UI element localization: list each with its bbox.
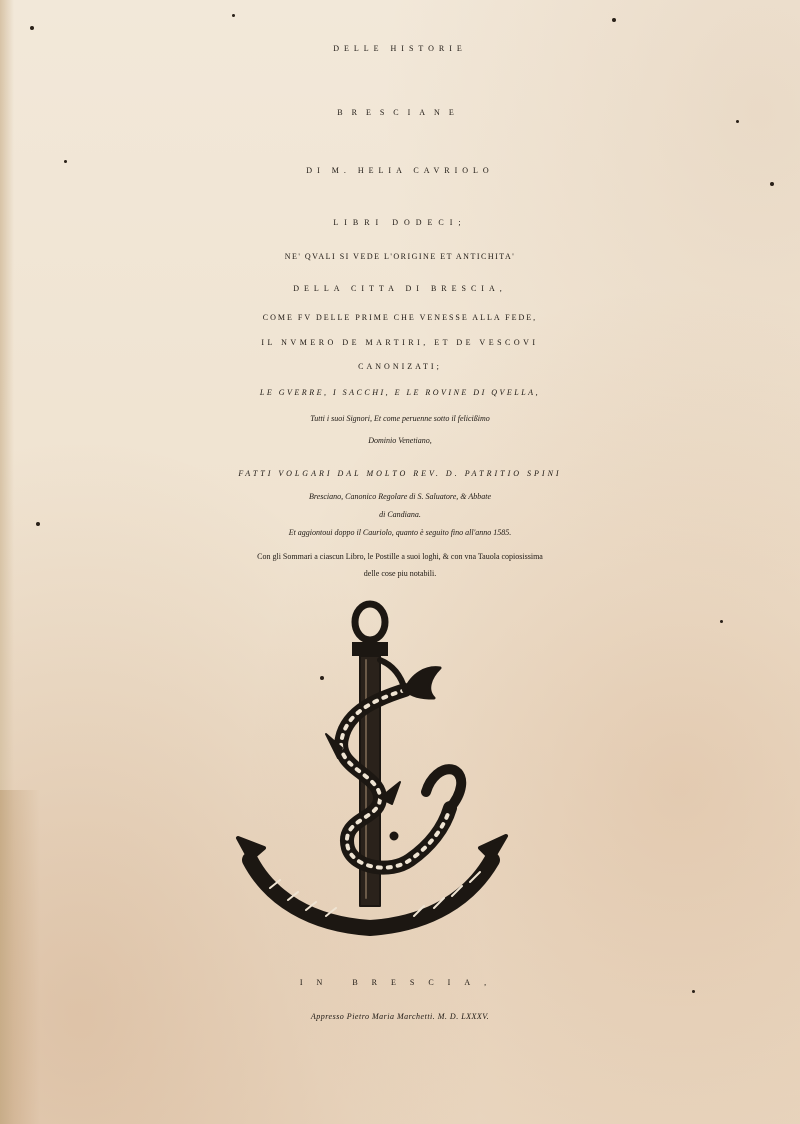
translator-line-2: Bresciano, Canonico Regolare di S. Saluatore, & Abbate	[308, 492, 492, 501]
subtitle-line-5: CANONIZATI;	[358, 362, 442, 371]
ink-speck	[36, 522, 40, 526]
ink-speck	[320, 676, 324, 680]
title-line-1: DELLE HISTORIE	[333, 44, 467, 53]
anchor-dolphin-device-icon	[230, 598, 520, 954]
imprint-place: IN BRESCIA,	[299, 978, 501, 987]
translator-line-1: FATTI VOLGARI DAL MOLTO REV. D. PATRITIO SPINI	[238, 469, 562, 478]
ink-speck	[232, 14, 235, 17]
addition-line: Et aggiontoui doppo il Cauriolo, quanto è seguito fino all'anno 1585.	[288, 528, 512, 537]
contents-line-2: delle cose piu notabili.	[363, 569, 437, 578]
translator-line-3: di Candiana.	[379, 510, 421, 519]
title-line-2: BRESCIANE	[337, 108, 463, 117]
imprint-printer: Appresso Pietro Maria Marchetti. M. D. LXXXV.	[310, 1012, 490, 1021]
contents-line-1: Con gli Sommari a ciascun Libro, le Postille a suoi loghi, & con vna Tauola copiosissima	[257, 552, 543, 561]
author-line: DI M. HELIA CAVRIOLO	[306, 166, 494, 175]
subtitle-line-7: Tutti i suoi Signori, Et come peruenne sotto il felicißimo	[310, 414, 490, 423]
ink-speck	[692, 990, 695, 993]
ink-speck	[30, 26, 34, 30]
ink-speck	[770, 182, 774, 186]
subtitle-line-2: DELLA CITTA DI BRESCIA,	[293, 284, 507, 293]
page-stain	[0, 790, 40, 1124]
ink-speck	[612, 18, 616, 22]
ink-speck	[736, 120, 739, 123]
subtitle-line-3: COME FV DELLE PRIME CHE VENESSE ALLA FEDE,	[262, 313, 538, 322]
subtitle-line-8: Dominio Venetiano,	[368, 436, 432, 445]
books-line: LIBRI DODECI;	[333, 218, 467, 227]
ink-speck	[720, 620, 723, 623]
subtitle-line-1: NE' QVALI SI VEDE L'ORIGINE ET ANTICHITA'	[284, 252, 516, 261]
subtitle-line-4: IL NVMERO DE MARTIRI, ET DE VESCOVI	[261, 338, 539, 347]
subtitle-line-6: LE GVERRE, I SACCHI, E LE ROVINE DI QVELLA,	[259, 388, 541, 397]
ink-speck	[64, 160, 67, 163]
